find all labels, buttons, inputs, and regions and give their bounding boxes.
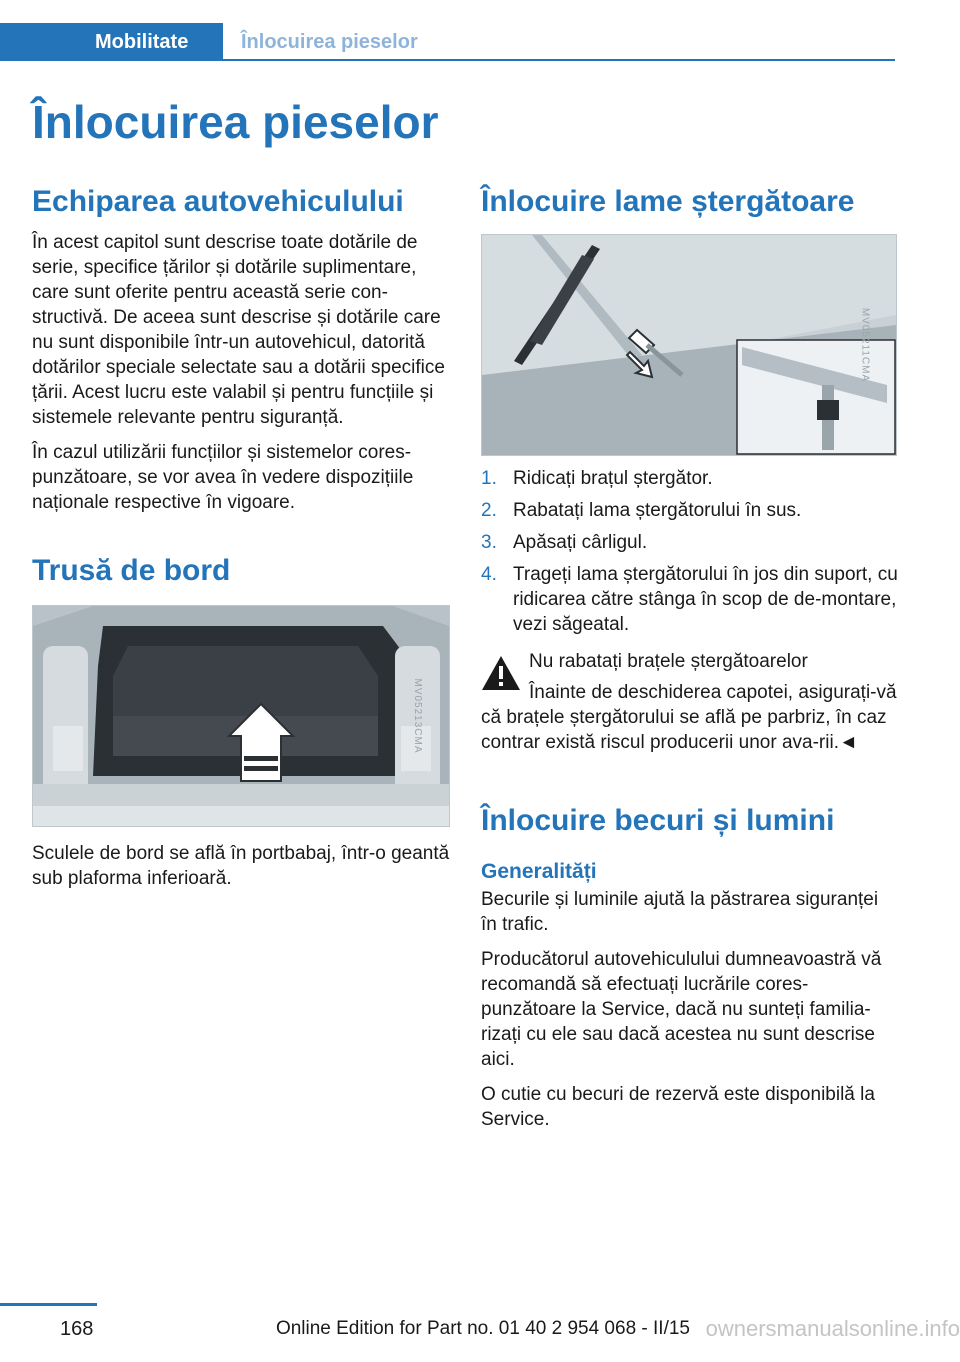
step-number: 3. (481, 532, 497, 553)
trunk-figure-code: MV05213CMA (411, 678, 423, 754)
header-rule (223, 59, 895, 61)
step-text: Apăsați cârligul. (513, 532, 648, 553)
warning-title: Nu rabatați brațele ștergătoarelor (529, 651, 808, 672)
wiper-steps (481, 466, 899, 637)
bulbs-para-1: Becurile și luminile ajută la păstrarea siguranței în trafic. (481, 889, 879, 935)
step-number: 4. (481, 564, 497, 585)
bulbs-subheading: Generalități (481, 860, 597, 883)
vehicle-equipment-para-1: În acest capitol sunt descrise toate dotările de serie, specifice țărilor și dotările suplimentare, care sunt oferite pentru această serie con-structivă. De aceea sunt descrise și dotările care nu sunt disponibile într-un autovehicul, datorită dotărilor speciale selectate sau a dotării specifice țării. Acest lucru este valabil și pentru funcțiile și sistemele relevante pentru siguranță. (32, 232, 445, 428)
wiper-heading: Înlocuire lame ștergătoare (481, 185, 855, 218)
footer-edition: Online Edition for Part no. 01 40 2 954 068 - II/15 (275, 1318, 690, 1339)
toolkit-heading: Trusă de bord (32, 554, 231, 587)
list-item (481, 466, 899, 491)
wiper-illustration (482, 235, 896, 455)
step-text: Trageți lama ștergătorului în jos din suport, cu ridicarea către stânga în scop de de-montare, vezi săgeatal. (513, 564, 898, 635)
left-column (32, 180, 450, 901)
header-bar (0, 23, 895, 61)
vehicle-equipment-para-2: În cazul utilizării funcțiilor și sistemelor cores-punzătoare, se vor avea în vedere dispozițiile naționale respective în vigoare. (32, 442, 414, 513)
page-number: 168 (60, 1318, 94, 1340)
list-item (481, 530, 899, 555)
step-number: 1. (481, 468, 497, 489)
warning-triangle-icon (481, 655, 521, 691)
list-item (481, 562, 899, 637)
wiper-figure-code: MV05211CMA (859, 307, 871, 383)
trunk-illustration (33, 606, 449, 826)
step-text: Rabatați lama ștergătorului în sus. (513, 500, 802, 521)
trunk-figure (32, 605, 450, 827)
wiper-warning (481, 649, 899, 755)
bulbs-heading: Înlocuire becuri și lumini (481, 804, 835, 837)
warning-text: Înainte de deschiderea capotei, asigurați-vă că brațele ștergătorului se află pe parbriz, în caz contrar există riscul producerii unor ava-rii.◄ (481, 682, 897, 753)
header-page-tab[interactable]: Înlocuirea pieselor (241, 31, 418, 53)
footer-rule (0, 1303, 97, 1306)
footer-watermark: ownersmanualsonline.info (705, 1316, 960, 1341)
step-number: 2. (481, 500, 497, 521)
bulbs-para-2: Producătorul autovehiculului dumneavoastră vă recomandă să efectuați lucrările cores-punzătoare la Service, dacă nu sunteți familia-rizați cu ele sau dacă acestea nu sunt descrise aici. (481, 949, 882, 1070)
list-item (481, 498, 899, 523)
wiper-figure (481, 234, 897, 456)
step-text: Ridicați brațul ștergător. (513, 468, 713, 489)
right-column (481, 180, 899, 1142)
vehicle-equipment-heading: Echiparea autovehiculului (32, 185, 404, 218)
toolkit-caption: Sculele de bord se află în portbabaj, într-o geantă sub plaforma inferioară. (32, 843, 450, 889)
bulbs-para-3: O cutie cu becuri de rezervă este disponibilă la Service. (481, 1084, 875, 1130)
page-title: Înlocuirea pieselor (32, 96, 439, 148)
header-section-tab[interactable]: Mobilitate (95, 31, 189, 53)
